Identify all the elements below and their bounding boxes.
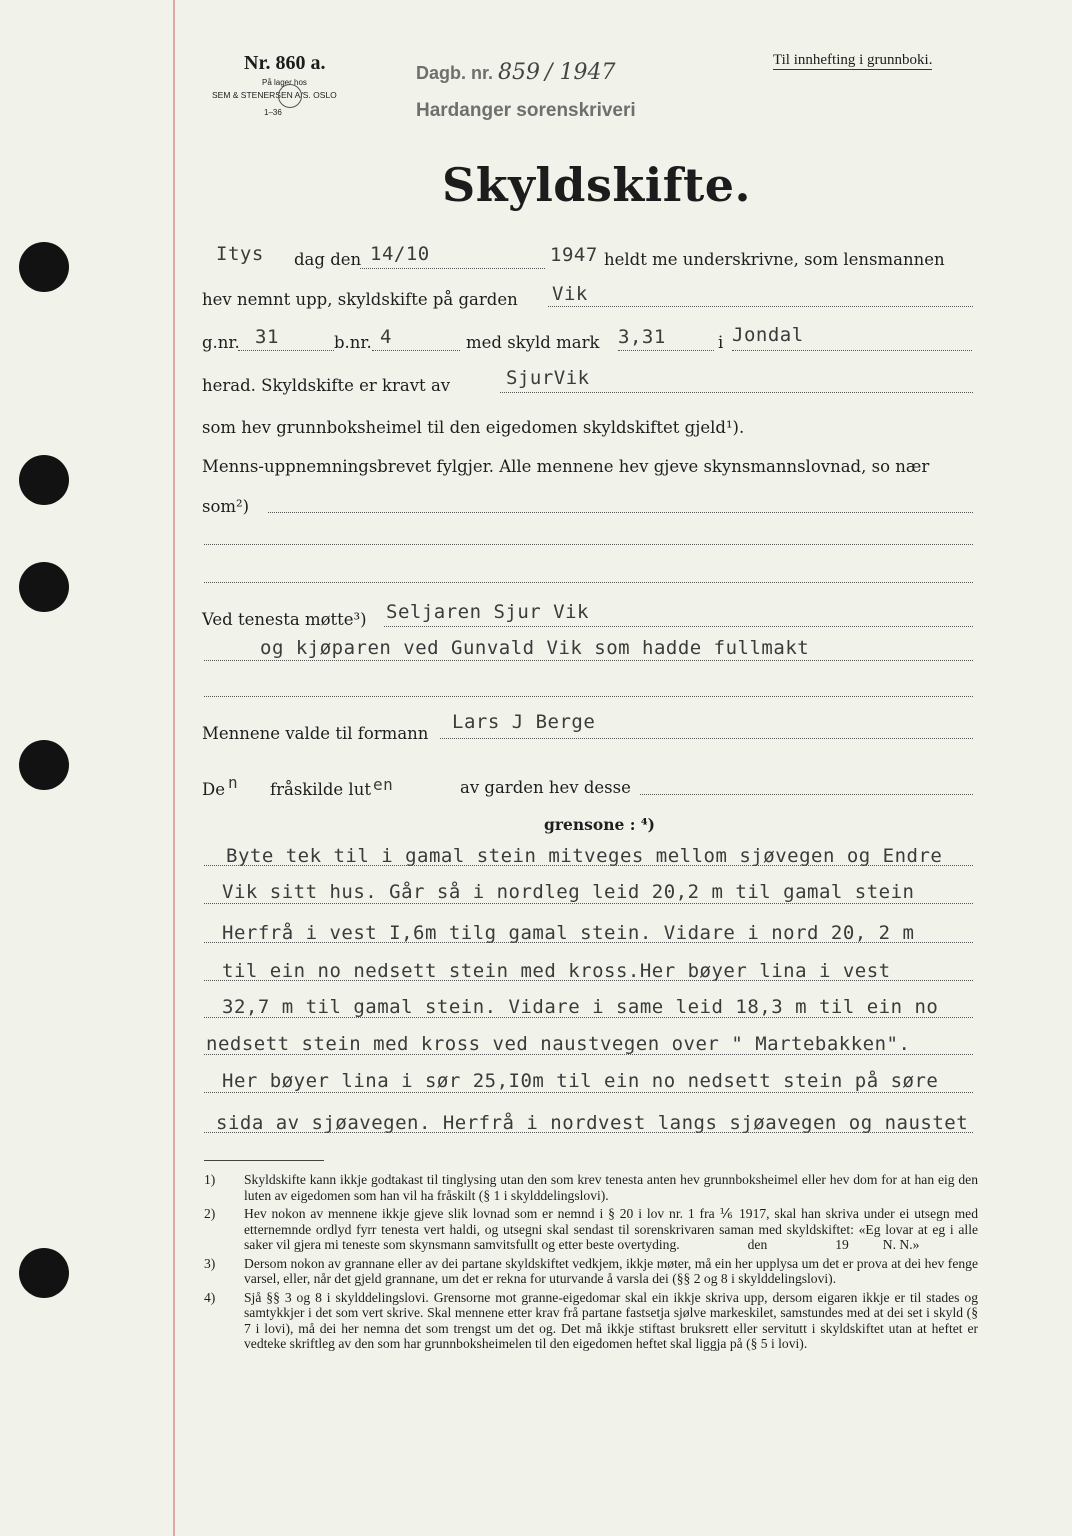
dotted-line: [500, 392, 973, 393]
publisher-line: SEM & STENERSEN A/S. OSLO: [212, 90, 337, 100]
punch-hole: [19, 562, 69, 612]
garden-label: av garden hev desse: [460, 778, 631, 797]
footnote-number: 2): [204, 1206, 216, 1221]
municipality: Jondal: [732, 324, 804, 346]
binding-note: Til innhefting i grunnboki.: [773, 52, 933, 68]
dotted-line: [204, 582, 973, 583]
publisher-line: 1–36: [264, 108, 282, 117]
attendee-seller: Seljaren Sjur Vik: [386, 601, 589, 623]
formann-name: Lars J Berge: [452, 711, 596, 733]
attendees-label: Ved tenesta møtte³): [202, 610, 367, 629]
weekday-typed: Itys: [216, 243, 264, 265]
dotted-line: [204, 1017, 973, 1018]
punch-hole: [19, 1248, 69, 1298]
dotted-line: [732, 350, 972, 351]
footnote-separator: [204, 1160, 324, 1161]
dotted-line: [548, 306, 973, 307]
intro-text: heldt me underskrivne, som lensmannen: [604, 250, 945, 269]
date-value: 14/10: [370, 243, 430, 265]
stamp-label: Dagb. nr.: [416, 63, 494, 83]
footnote: [204, 1206, 982, 1253]
dotted-line: [204, 980, 973, 981]
lut-label: fråskilde lut: [270, 780, 371, 799]
publisher-line: På lager hos: [262, 78, 307, 87]
journal-year: / 1947: [545, 60, 616, 85]
dotted-line: [372, 350, 460, 351]
court-stamp: Hardanger sorenskriveri: [416, 100, 636, 121]
lut-suffix: en: [373, 775, 394, 794]
boundary-line: nedsett stein med kross ved naustvegen over " Martebakken".: [206, 1033, 911, 1055]
footnote-text: Sjå §§ 3 og 8 i skylddelingslovi. Grensorne mot granne-eigedomar skal ein ikkje skriva upp, dersom eigaren ikkje er til stades og samtykkjer i det som vert skrive. Skal mennene etter krav frå partane fastsetja sjølve markeskilet, samstundes med at dei set i skyld (§ 7 i lovi), må dei her nemna det som trengst um det og. Det må ikkje stiftast bruksrett eller servitutt i skyldskiftet utan at heftet er vedteke skriftleg av den som har grunnboksheimelen til den eigedomen heftet skal liggja på (§ 5 i lovi).: [244, 1289, 978, 1351]
de-label: De: [202, 780, 225, 799]
dotted-line: [384, 626, 973, 627]
dotted-line: [204, 903, 973, 904]
footnote-number: 1): [204, 1172, 216, 1187]
dotted-line: [640, 794, 973, 795]
footnote-number: 3): [204, 1255, 216, 1271]
dotted-line: [204, 544, 973, 545]
footnotes: [204, 1172, 982, 1352]
dotted-line: [238, 350, 334, 351]
menns-text: Menns-uppnemningsbrevet fylgjer. Alle mennene hev gjeve skynsmannslovnad, so nær: [202, 457, 930, 476]
boundary-line: 32,7 m til gamal stein. Vidare i same leid 18,3 m til ein no: [222, 996, 939, 1018]
punch-hole: [19, 242, 69, 292]
date-label: dag den: [294, 250, 362, 269]
requester: SjurVik: [506, 367, 590, 389]
attendee-buyer: og kjøparen ved Gunvald Vik som hadde fullmakt: [260, 637, 810, 659]
footnote: [204, 1256, 978, 1287]
bnr-label: b.nr.: [334, 333, 372, 352]
page-title: Skyldskifte.: [442, 158, 752, 212]
dotted-line: [204, 1054, 973, 1055]
dotted-line: [204, 1132, 973, 1133]
dotted-line: [204, 696, 973, 697]
boundary-line: Byte tek til i gamal stein mitveges mellom sjøvegen og Endre: [226, 845, 943, 867]
year-value: 1947: [550, 244, 598, 266]
dotted-line: [204, 660, 973, 661]
dotted-line: [360, 268, 545, 269]
margin-line: [173, 0, 175, 1536]
formann-label: Mennene valde til formann: [202, 724, 429, 743]
boundary-line: til ein no nedsett stein med kross.Her bøyer lina i vest: [222, 960, 891, 982]
herad-label: herad. Skyldskifte er kravt av: [202, 376, 451, 395]
journal-number: 859: [498, 60, 541, 85]
grunnbok-text: som hev grunnboksheimel til den eigedomen skyldskiftet gjeld¹).: [202, 418, 745, 437]
dotted-line: [204, 1092, 973, 1093]
journal-stamp: [416, 60, 615, 85]
boundary-line: Herfrå i vest I,6m tilg gamal stein. Vidare i nord 20, 2 m: [222, 922, 915, 944]
punch-hole: [19, 740, 69, 790]
de-suffix: n: [228, 773, 239, 792]
footnote: [204, 1172, 978, 1203]
punch-hole: [19, 455, 69, 505]
footnote-text: Skyldskifte kann ikkje godtakast til tinglysing utan den som krev tenesta anten hev grunnboksheimel eller hev dom for at han eig den luten av eigedomen som han vil ha fråskilt (§ 1 i skylddelingslovi).: [244, 1172, 978, 1203]
dotted-line: [268, 512, 973, 513]
skyld-value: 3,31: [618, 326, 666, 348]
gnr-value: 31: [255, 326, 279, 348]
in-label: i: [718, 333, 724, 352]
boundary-line: sida av sjøavegen. Herfrå i nordvest langs sjøavegen og naustet: [216, 1112, 969, 1134]
dotted-line: [440, 738, 973, 739]
menns-text-cont: som²): [202, 497, 250, 516]
boundary-line: Her bøyer lina i sør 25,I0m til ein no nedsett stein på søre: [222, 1070, 939, 1092]
publisher-seal-icon: [278, 84, 302, 108]
footnote-text: Hev nokon av mennene ikkje gjeve slik lovnad som er nemnd i § 20 i lov nr. 1 fra ⅙ 1917, skal han skriva under ei utsegn med etternemnde ordlyd fyrr tenesta vert haldi, og utsegni skal sendast til sorenskrivaren saman med skyldskiftet: «Eg lovar at eg i alle saker vil gjera mi teneste som skynsmann samvitsfullt og etter beste overtyding. den 19 N. N.»: [244, 1206, 982, 1252]
boundary-line: Vik sitt hus. Går så i nordleg leid 20,2 m til gamal stein: [222, 881, 915, 903]
grensone-label: grensone : ⁴): [544, 815, 655, 834]
farm-label: hev nemnt upp, skyldskifte på garden: [202, 290, 518, 309]
dotted-line: [204, 942, 973, 943]
dotted-line: [204, 865, 973, 866]
gnr-label: g.nr.: [202, 333, 240, 352]
form-number: Nr. 860 a.: [244, 52, 326, 74]
footnote: [204, 1290, 978, 1352]
skyld-label: med skyld mark: [466, 333, 600, 352]
footnote-number: 4): [204, 1289, 216, 1305]
dotted-line: [618, 350, 714, 351]
bnr-value: 4: [380, 326, 392, 348]
footnote-text: Dersom nokon av grannane eller av dei partane skyldskiftet vedkjem, ikkje møter, må ein her upplysa um det er prova at dei hev fenge varsel, eller, når det gjeld grannane, um det er rekna for uturvande å varsla dei (§§ 2 og 8 i skylddelingslovi).: [244, 1255, 978, 1286]
farm-name: Vik: [552, 283, 588, 305]
